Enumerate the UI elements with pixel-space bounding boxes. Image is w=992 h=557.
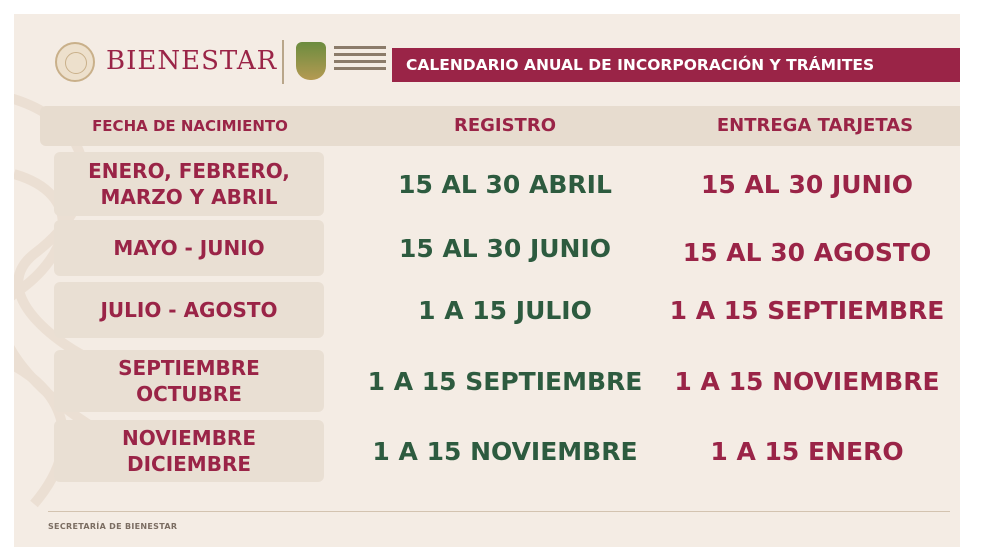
brand-title: BIENESTAR xyxy=(106,46,278,76)
registration-cell: 1 A 15 SEPTIEMBRE xyxy=(367,366,643,396)
column-header-card-delivery: ENTREGA TARJETAS xyxy=(670,106,960,146)
registration-cell: 1 A 15 JULIO xyxy=(418,295,592,325)
birth-date-cell xyxy=(54,220,324,276)
birth-date-line1: SEPTIEMBRE xyxy=(118,356,260,380)
delivery-cell: 1 A 15 SEPTIEMBRE xyxy=(669,295,945,325)
registration-cell: 1 A 15 NOVIEMBRE xyxy=(372,436,638,466)
delivery-cell: 1 A 15 NOVIEMBRE xyxy=(674,366,940,396)
national-seal-icon xyxy=(55,42,95,82)
emblem-caption-lines xyxy=(334,46,386,74)
birth-date-line1: MAYO - JUNIO xyxy=(113,236,265,260)
delivery-cell: 15 AL 30 AGOSTO xyxy=(682,237,932,267)
table-row xyxy=(14,152,960,216)
birth-date-cell xyxy=(54,282,324,338)
table-row xyxy=(14,350,960,412)
header-divider xyxy=(282,40,284,84)
birth-date-line1: JULIO - AGOSTO xyxy=(100,298,278,322)
birth-date-line2: MARZO Y ABRIL xyxy=(100,185,278,209)
birth-date-line1: ENERO, FEBRERO, xyxy=(88,159,290,183)
table-row xyxy=(14,220,960,276)
registration-cell: 15 AL 30 JUNIO xyxy=(398,233,612,263)
birth-date-line2: DICIEMBRE xyxy=(126,452,252,476)
birth-date-cell xyxy=(54,350,324,412)
birth-date-line2: OCTUBRE xyxy=(136,382,242,406)
program-emblem-icon xyxy=(296,42,326,80)
birth-date-line1: NOVIEMBRE xyxy=(122,426,256,450)
footer-text: SECRETARÍA DE BIENESTAR xyxy=(48,522,178,531)
header xyxy=(50,34,960,98)
table-row xyxy=(14,420,960,482)
calendar-card xyxy=(14,14,960,547)
birth-date-cell xyxy=(54,152,324,216)
footer-divider xyxy=(48,511,950,512)
registration-cell: 15 AL 30 ABRIL xyxy=(398,169,612,199)
calendar-banner-title: CALENDARIO ANUAL DE INCORPORACIÓN Y TRÁMITES xyxy=(392,48,960,82)
delivery-cell: 1 A 15 ENERO xyxy=(710,436,904,466)
table-row xyxy=(14,282,960,338)
birth-date-cell xyxy=(54,420,324,482)
column-header-registration: REGISTRO xyxy=(340,106,670,146)
delivery-cell: 15 AL 30 JUNIO xyxy=(700,169,914,199)
column-header-birth-date: FECHA DE NACIMIENTO xyxy=(40,106,340,146)
